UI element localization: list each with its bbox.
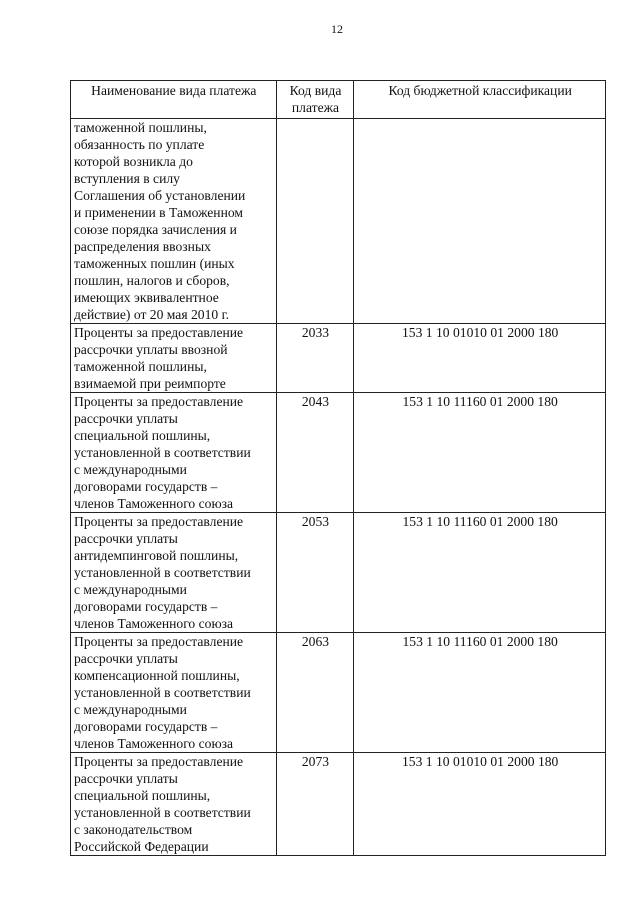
payment-name: таможенной пошлины, обязанность по уплате которой возникла до вступления в силу Соглашения об установлении и применении в Таможенном союзе порядка зачисления и распределения ввозных таможенных пошлин (иных пошлин, налогов и сборов, имеющих эквивалентное действие) от 20 мая 2010 г. (71, 119, 277, 324)
table-row (71, 753, 606, 856)
payment-name: Проценты за предоставление рассрочки уплаты ввозной таможенной пошлины, взимаемой при реимпорте (71, 324, 277, 393)
header-payment-name: Наименование вида платежа (71, 81, 277, 119)
budget-code: 153 1 10 01010 01 2000 180 (354, 753, 606, 856)
budget-code: 153 1 10 01010 01 2000 180 (354, 324, 606, 393)
budget-code: 153 1 10 11160 01 2000 180 (354, 513, 606, 633)
payment-name: Проценты за предоставление рассрочки уплаты компенсационной пошлины, установленной в соответствии с международными договорами государств – членов Таможенного союза (71, 633, 277, 753)
table-row (71, 119, 606, 324)
payment-code (276, 119, 354, 324)
table-row (71, 393, 606, 513)
payment-name: Проценты за предоставление рассрочки уплаты специальной пошлины, установленной в соответствии с международными договорами государств – членов Таможенного союза (71, 393, 277, 513)
header-payment-code: Код вида платежа (276, 81, 354, 119)
payment-codes-table (70, 80, 606, 856)
table-row (71, 324, 606, 393)
budget-code (354, 119, 606, 324)
payment-name: Проценты за предоставление рассрочки уплаты специальной пошлины, установленной в соответствии с законодательством Российской Федерации (71, 753, 277, 856)
page-number: 12 (331, 22, 343, 36)
budget-code: 153 1 10 11160 01 2000 180 (354, 393, 606, 513)
table-row (71, 513, 606, 633)
payment-code: 2073 (276, 753, 354, 856)
header-budget-code: Код бюджетной классификации (354, 81, 606, 119)
table-row (71, 633, 606, 753)
payment-code: 2033 (276, 324, 354, 393)
budget-code: 153 1 10 11160 01 2000 180 (354, 633, 606, 753)
payment-code: 2063 (276, 633, 354, 753)
payment-code: 2043 (276, 393, 354, 513)
payment-name: Проценты за предоставление рассрочки уплаты антидемпинговой пошлины, установленной в соответствии с международными договорами государств – членов Таможенного союза (71, 513, 277, 633)
table-header-row (71, 81, 606, 119)
payment-code: 2053 (276, 513, 354, 633)
